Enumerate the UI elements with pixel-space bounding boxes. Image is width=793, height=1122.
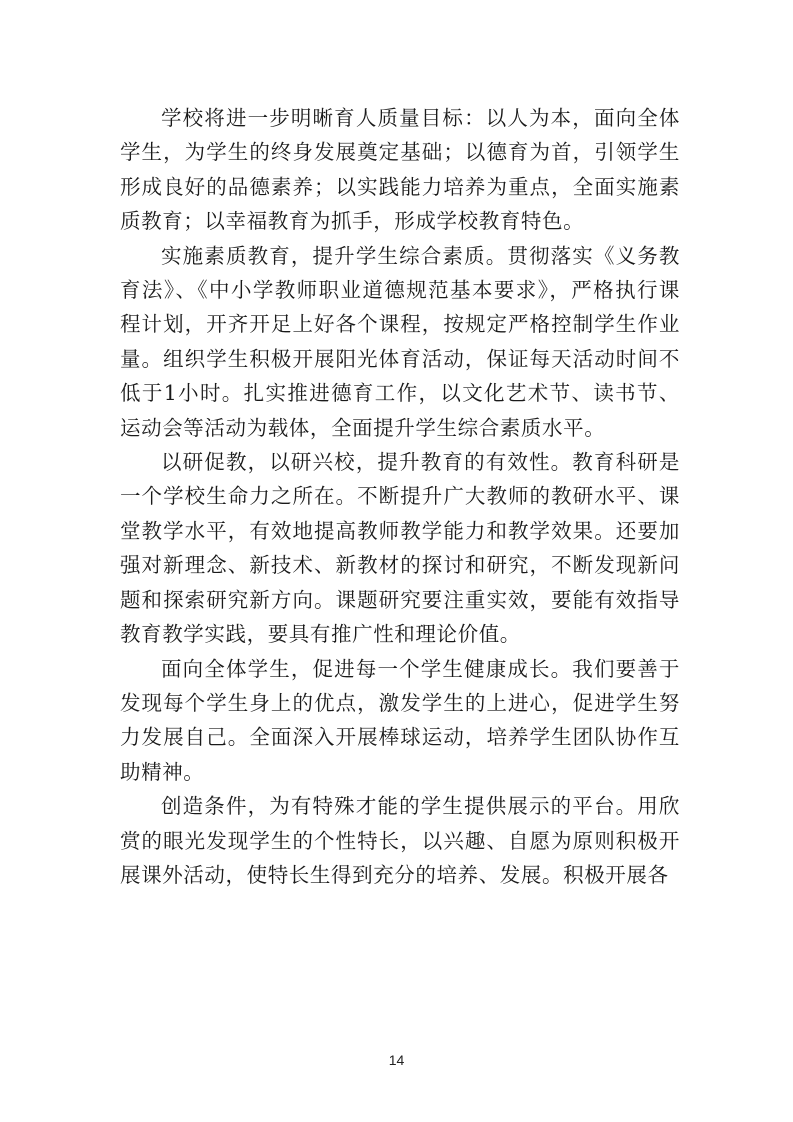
paragraph-quality-goals: 学校将进一步明晰育人质量目标：以人为本，面向全体学生，为学生的终身发展奠定基础；以德育为首，引领学生形成良好的品德素养；以实践能力培养为重点，全面实施素质教育；以幸福教育为抓手，形成学校教育特色。 (120, 106, 680, 234)
body-text (120, 101, 680, 892)
paragraph-research-teaching: 以研促教，以研兴校，提升教育的有效性。教育科研是一个学校生命力之所在。不断提升广大教师的教研水平、课堂教学水平，有效地提高教师教学能力和教学效果。还要加强对新理念、新技术、新教材的探讨和研究，不断发现新问题和探索研究新方向。课题研究要注重实效，要能有效指导教育教学实践，要具有推广性和理论价值。 (120, 450, 680, 647)
paragraph-special-talents: 创造条件，为有特殊才能的学生提供展示的平台。用欣赏的眼光发现学生的个性特长，以兴趣、自愿为原则积极开展课外活动，使特长生得到充分的培养、发展。积极开展各 (120, 794, 680, 887)
paragraph-quality-education: 实施素质教育，提升学生综合素质。贯彻落实《义务教育法》、《中小学教师职业道德规范基本要求》，严格执行课程计划，开齐开足上好各个课程，按规定严格控制学生作业量。组织学生积极开展阳光体育活动，保证每天活动时间不低于1小时。扎实推进德育工作，以文化艺术节、读书节、运动会等活动为载体，全面提升学生综合素质水平。 (120, 243, 680, 440)
page-number: 14 (388, 1052, 405, 1068)
paragraph-all-students: 面向全体学生，促进每一个学生健康成长。我们要善于发现每个学生身上的优点，激发学生的上进心，促进学生努力发展自己。全面深入开展棒球运动，培养学生团队协作互助精神。 (120, 656, 680, 784)
